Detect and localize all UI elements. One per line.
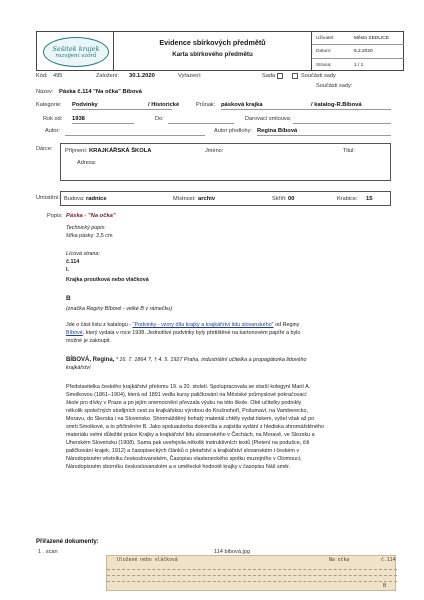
prunak-sub-value: / katalog-R.Bíbová (311, 102, 362, 108)
skrin-value: 00 (288, 196, 295, 202)
rok-underline (72, 123, 134, 124)
bio-line: Národopisném sborníku českoslovanském a o umělecké hodnotě krajky v časopisu Náš směr. (66, 464, 291, 470)
autor-label: Autor: (45, 128, 60, 134)
header-meta-box (312, 31, 404, 71)
bio-line: Uherském Slovensku (1908). Sama pak uveřejnila několik instruktivních textů (Pletení na podušce, čili (66, 440, 309, 446)
titul-label: Titul: (343, 148, 355, 154)
header-title-box (114, 31, 312, 71)
mistnost-label: Místnost: (173, 196, 196, 202)
autor-predlohy-value: Regina Bíbová (257, 128, 298, 134)
licova-roman: I. (66, 267, 69, 273)
para1-text-c: , který vydala v roce 1938. Jednotlivé podvinky byly přetištěné na kartonovém papíře a bylo (82, 330, 301, 336)
attachments-title: Přiřazené dokumenty: (36, 539, 99, 545)
autor-underline (65, 135, 205, 136)
bio-line: Smolkovou (1861–1904), která od 1891 vedla kursy paličkování na Městské průmyslové pokračovací (66, 392, 307, 398)
bio-dates: * 16. 7. 1864 ?, † 4. 5. 1927 Praha, industriální učitelka a propagátorka lidového (114, 357, 307, 363)
logo-frame (36, 31, 114, 71)
scan-left-text: Uložené nebo vláčková (117, 558, 178, 563)
logo-text-line2: rozvíjení vzorů (55, 53, 97, 59)
bio-line: několik společných studijních cest za krajkářskou výrobou do Krušnohoří, Pošumaví, na Vamberecko, (66, 408, 308, 414)
licova-description: Krajka proutková nebo vláčková (66, 277, 149, 283)
meta-page-value: 1 / 1 (354, 62, 364, 68)
autor-predlohy-underline (257, 135, 391, 136)
soucast-label: Součásti sady (301, 73, 336, 79)
scan-number: č.114 (381, 558, 396, 563)
rok-value: 1938 (72, 116, 85, 122)
scan-b-mark: B (383, 583, 387, 589)
darovaci-underline (293, 123, 391, 124)
adresa-label: Adresa: (77, 160, 97, 166)
scan-right-text: Na očka (329, 558, 350, 563)
popis-label: Popis: (47, 213, 63, 219)
museum-logo (43, 37, 109, 67)
meta-user-label: Uživatel: (316, 36, 335, 41)
bio-line: materiálu velmi důležité práce Krajky a krajkářství lidu slovanského v Čechách, na Moravě, ve Slezsku a (66, 432, 315, 438)
prunak-label: Průnak: (196, 102, 216, 108)
prijmeni-value: KRAJKÁŘSKÁ ŠKOLA (89, 148, 152, 154)
prunak-underline (221, 109, 391, 110)
kategorie-underline (72, 109, 172, 110)
krabice-label: Krabice: (337, 196, 358, 202)
bio-line: paličkování krajek, 1912) a časopiseckých článků o pletařství a krajkářství slovanském i českém v (66, 448, 300, 454)
tech-line: šířka pásky: 2,5 cm (66, 233, 113, 239)
budova-value: radnice (86, 196, 107, 202)
meta-page-label: Strana: (316, 62, 332, 68)
soucasti-sady-label: Součásti sady: (316, 83, 353, 89)
licova-title: Lícová strana: (66, 251, 100, 257)
zalozeni-label: Založení: (96, 73, 120, 79)
meta-date-value: 5.2.2020 (354, 49, 373, 55)
umisteni-label: Umístění: (36, 195, 60, 201)
bio-line: Národopisném věstníku českoslovanském, Časopisu vlasteneckého spolku muzejního v Olomouci, (66, 456, 302, 462)
attachment-filename[interactable]: 114 bibová.jpg (214, 549, 250, 555)
kod-label: Kód: (36, 73, 48, 79)
kod-value: 495 (53, 73, 63, 79)
b-letter: B (66, 295, 71, 302)
tech-title: Technický popis: (66, 225, 106, 231)
bio-dates-line2: krajkářství (66, 365, 91, 371)
b-note: (značka Reginy Bíbové - velké B v rámečku) (66, 306, 173, 312)
para1-text-a: Jde o část listu z katalogu - (66, 322, 133, 328)
sada-label: Sada (262, 73, 276, 79)
darovaci-label: Darovací smlouva: (245, 116, 292, 122)
autor-predlohy-label: Autor předlohy: (214, 128, 252, 134)
prunak-value: pásková krajka (221, 102, 263, 108)
skrin-label: Skříň: (272, 196, 287, 202)
prijmeni-label: Příjmení: (65, 148, 88, 154)
para1-line3: možné je zakoupit. (66, 338, 111, 344)
para1-line2 (66, 330, 300, 337)
bibova-link[interactable]: Bíbové (66, 330, 83, 336)
kategorie-sub-value: / Historické (148, 102, 180, 108)
scan-lace-row (107, 575, 397, 576)
meta-date-label: Datum: (316, 49, 332, 55)
soucast-checkbox[interactable] (292, 73, 298, 79)
krabice-value: 15 (366, 196, 373, 202)
rok-label: Rok od: (43, 116, 63, 122)
sada-checkbox[interactable] (277, 73, 283, 79)
para1-line1 (66, 322, 299, 329)
scan-thumbnail[interactable] (106, 555, 396, 591)
kategorie-label: Kategorie: (36, 102, 62, 108)
do-underline (168, 123, 234, 124)
bio-line: škole pro dívky v Praze a po jejím onemocnění převzala výuku na této škole. Obě učitelky podnikly (66, 400, 302, 406)
do-label: Do: (155, 116, 164, 122)
catalog-link[interactable]: "Podvinky - vzory díla krajky a krajkářství lidu slovanského" (132, 322, 274, 328)
bio-line: Moravu, do Slezska i na Slovensko. Shromážděný bohatý materiál chtěly vydat tiskem, vyšel však až po (66, 416, 315, 422)
zalozeni-value: 30.1.2020 (129, 73, 155, 79)
para1-text-b: od Reginy (273, 322, 300, 328)
bio-heading (66, 357, 306, 364)
scan-lace-row (107, 581, 397, 582)
page-subtitle: Karta sbírkového předmětu (172, 51, 253, 58)
attachment-number: 1 . scan (38, 549, 58, 555)
meta-user-value: Město SEDLICE (354, 36, 389, 41)
jmeno-label: Jméno: (205, 148, 224, 154)
meta-date-row (312, 45, 404, 58)
bio-line: Představitelka českého krajkářství přelomu 19. a 20. století. Spolupracovala se starší kolegyní Marií A. (66, 384, 311, 390)
vyrazeni-label: Vyřazení: (178, 73, 202, 79)
nazev-label: Název: (36, 89, 54, 95)
bio-name: BÍBOVÁ, Regina, (66, 357, 115, 363)
licova-number: č.114 (66, 259, 80, 265)
meta-page-row (312, 59, 404, 72)
budova-label: Budova: (64, 196, 85, 202)
popis-value: Páska - "Na očka" (66, 213, 116, 219)
nazev-value: Páska č.114 "Na očka" Bíbová (59, 89, 142, 95)
scan-lace-row (107, 569, 397, 570)
logo-text-line1: Sešitek krajek (52, 45, 100, 53)
kategorie-value: Podvinky (72, 102, 98, 108)
darce-label: Dárce: (36, 146, 53, 152)
page-title: Evidence sbírkových předmětů (159, 38, 266, 47)
bio-line: smrti Smolkové, a to přičiněním B. Jako spoluautorka dokončila a zajistila vydání z hlediska shromážděného (66, 424, 324, 430)
mistnost-value: archiv (198, 196, 216, 202)
meta-user-row (312, 32, 404, 45)
